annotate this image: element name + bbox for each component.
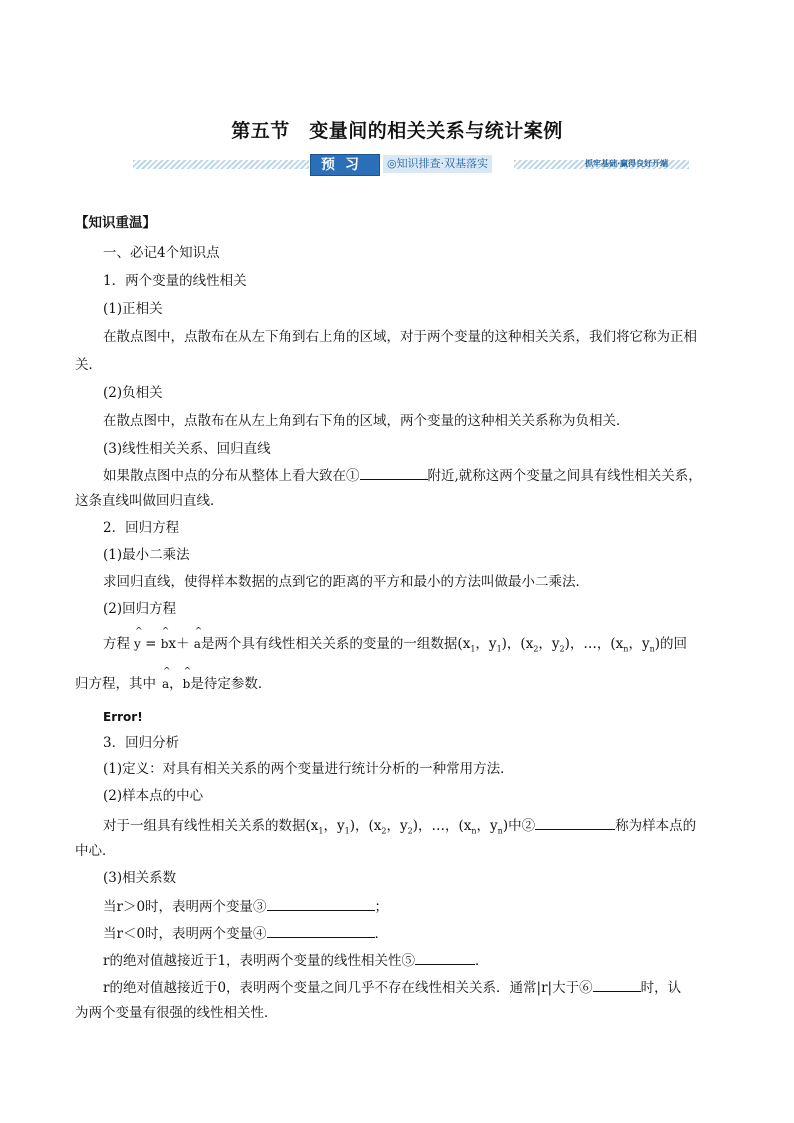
text-fragment: 是待定参数．: [190, 676, 272, 692]
text-fragment: ，y: [628, 636, 650, 652]
text-fragment: ．: [475, 953, 489, 969]
text-line: (2)样本点的中心: [103, 788, 204, 804]
text-fragment: 方程: [103, 636, 130, 652]
text-line: 中心．: [75, 843, 116, 859]
text-fragment: 称为样本点的: [615, 818, 697, 834]
text-line: (1)最小二乘法: [103, 547, 190, 563]
text-fragment: ，y: [475, 636, 497, 652]
regression-equation-line: 方程^ y = ^ bx＋ ^ a是两个具有线性相关关系的变量的一组数据($x_1$，$y_1$)，($x_2$，$y_2$)，…，($x_n$，$y_n$)的回: [103, 635, 687, 659]
text-fragment: 是两个具有线性相关关系的变量的一组数据(x: [200, 636, 471, 652]
text-line: (2)负相关: [103, 385, 163, 401]
text-fragment: 当r＞0时，表明两个变量③: [103, 899, 267, 915]
error-text: Error!: [103, 710, 143, 724]
text-fragment: 如果散点图中点的分布从整体上看大致在①: [103, 468, 360, 484]
text-line: (3)相关系数: [103, 870, 177, 886]
text-line: [103, 977, 681, 997]
text-line: 在散点图中，点散布在从左上角到右下角的区域，两个变量的这种相关关系称为负相关．: [103, 413, 630, 429]
banner-subtitle: ◎知识排查·双基落实: [383, 155, 492, 173]
text-line: (1)正相关: [103, 301, 163, 317]
text-fragment: ；: [374, 899, 389, 915]
text-line: (3)线性相关关系、回归直线: [103, 441, 271, 457]
fill-blank-3[interactable]: [267, 896, 375, 911]
banner-tag: 预习: [310, 154, 380, 176]
text-line: (2)回归方程: [103, 601, 177, 617]
text-fragment: r的绝对值越接近于0，表明两个变量之间几乎不存在线性相关关系．通常|r|大于⑥: [103, 980, 593, 996]
fill-blank-1[interactable]: [360, 465, 428, 480]
fill-blank-2[interactable]: [535, 815, 615, 830]
text-fragment: r的绝对值越接近于1，表明两个变量的线性相关性⑤: [103, 953, 416, 969]
text-line: 1．两个变量的线性相关: [103, 273, 247, 289]
section-heading: 【知识重温】: [75, 215, 156, 231]
math-b-hat: ^ b: [183, 675, 191, 693]
text-line: 关．: [75, 357, 102, 373]
text-fragment: 对于一组具有线性相关关系的数据(x: [103, 818, 319, 834]
text-line: 2．回归方程: [103, 520, 180, 536]
text-line: 求回归直线，使得样本数据的点到它的距离的平方和最小的方法叫做最小二乘法．: [103, 574, 589, 590]
math-a-hat: ^ a: [162, 675, 169, 693]
text-fragment: 时，认: [640, 980, 682, 996]
text-fragment: )，(x: [501, 636, 534, 652]
text-line: 对于一组具有线性相关关系的数据($x_1$，$y_1$)，($x_2$，$y_2$)，…，($x_n$，$y_n$)中② 称为样本点的: [103, 815, 696, 841]
section-banner: [133, 154, 689, 176]
text-fragment: )的回: [654, 636, 688, 652]
text-line: 为两个变量有很强的线性相关性．: [75, 1005, 278, 1021]
text-line: 在散点图中，点散布在从左下角到右上角的区域，对于两个变量的这种相关关系，我们将它称为正相: [103, 329, 697, 345]
text-line: 一、必记4个知识点: [103, 245, 220, 261]
text-line: [103, 465, 702, 485]
fill-blank-5[interactable]: [415, 950, 475, 965]
text-fragment: ．: [374, 926, 389, 942]
banner-stripe-left: [133, 160, 309, 169]
text-line: [103, 896, 388, 916]
text-fragment: )，…，(x: [564, 636, 624, 652]
fill-blank-4[interactable]: [267, 923, 375, 938]
text-fragment: 当r＜0时，表明两个变量④: [103, 926, 267, 942]
fill-blank-6[interactable]: [593, 977, 641, 992]
text-fragment: ，y: [538, 636, 560, 652]
text-line: [103, 950, 489, 970]
text-line: 这条直线叫做回归直线．: [75, 493, 224, 509]
text-fragment: 归方程，其中: [75, 676, 156, 692]
text-line: (1)定义：对具有相关关系的两个变量进行统计分析的一种常用方法．: [103, 761, 514, 777]
page-title: 第五节 变量间的相关关系与统计案例: [231, 120, 563, 142]
text-line: 3．回归分析: [103, 735, 180, 751]
text-line: [103, 923, 388, 943]
text-line: 归方程，其中^ a，^ b是待定参数．: [75, 675, 271, 693]
math-y-hat: ^ y = ^ bx＋ ^ a: [134, 636, 201, 652]
banner-slogan: 抓牢基础·赢得良好开端: [585, 159, 669, 168]
text-fragment: 附近,就称这两个变量之间具有线性相关关系，: [427, 468, 702, 484]
